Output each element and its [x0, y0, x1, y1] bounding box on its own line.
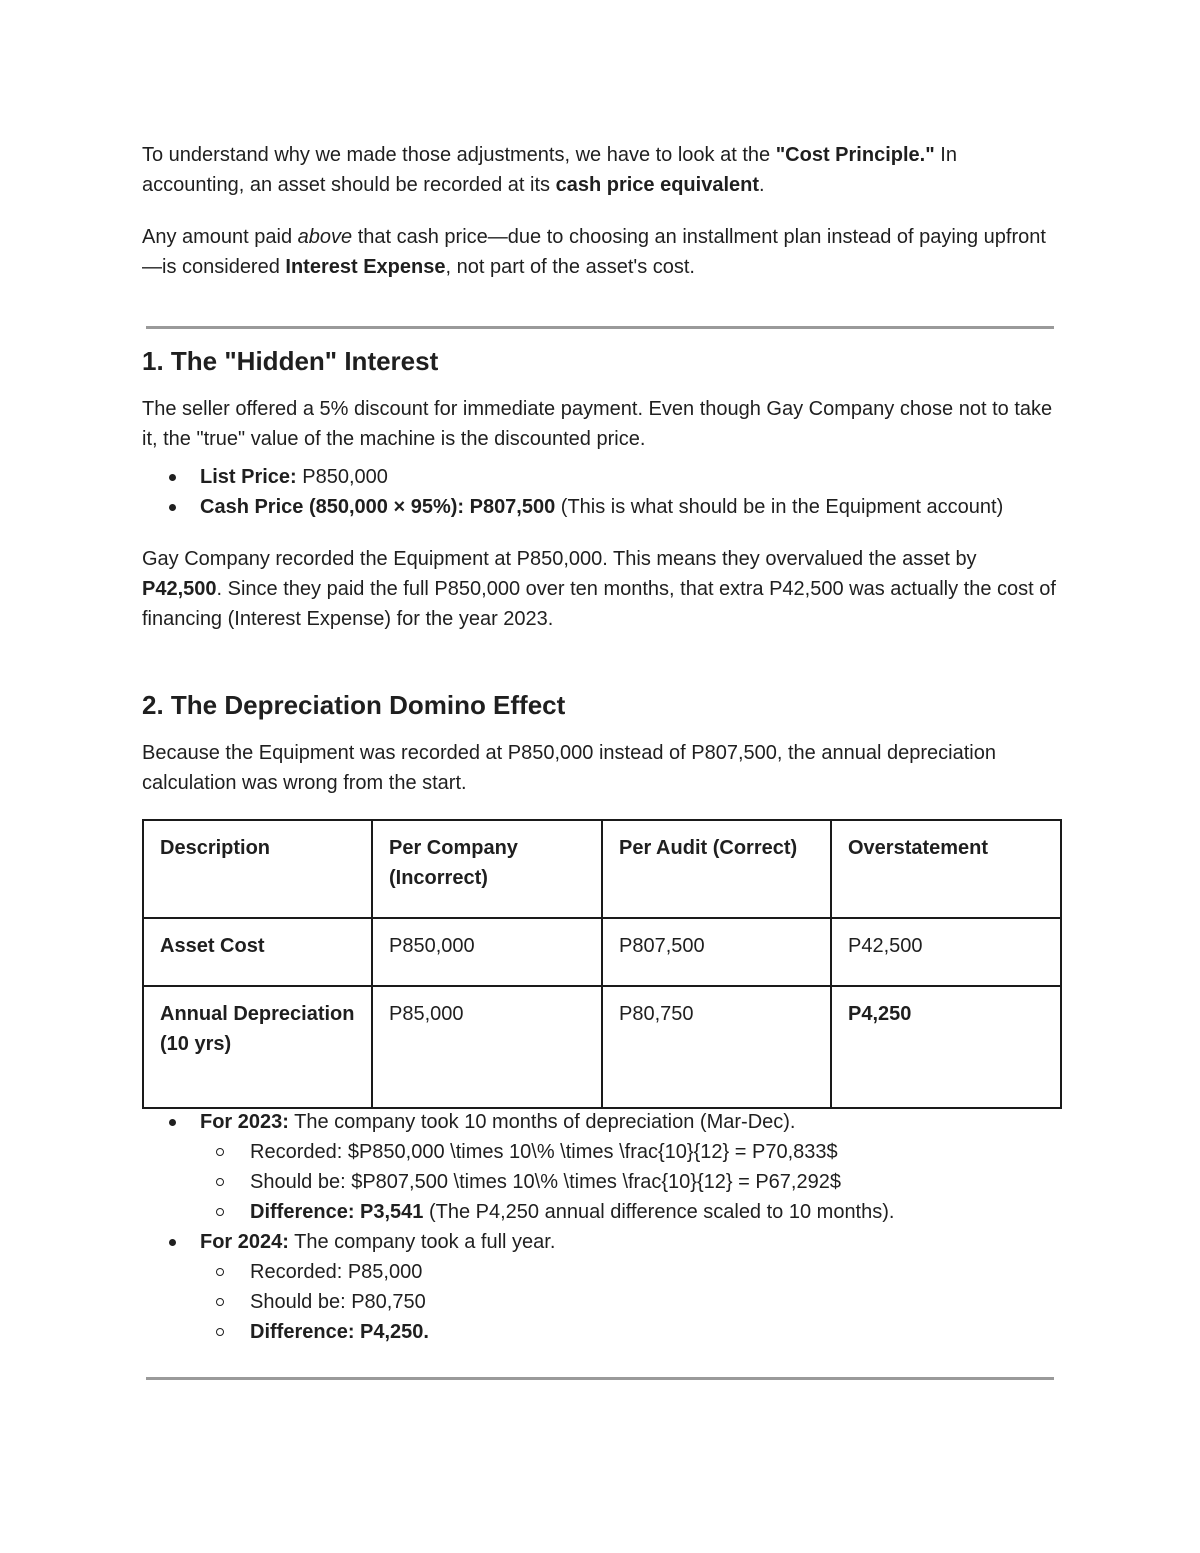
- sub-item: Should be: $P807,500 \times 10\% \times \frac{10}{12} = P67,292$: [142, 1167, 1060, 1197]
- list-item-2023: [142, 1107, 1060, 1137]
- text-run: that cash price—due to choosing an installment plan instead of paying upfront—is considered: [142, 226, 1046, 278]
- table-cell: [831, 986, 1061, 1108]
- sub-item: Recorded: $P850,000 \times 10\% \times \frac{10}{12} = P70,833$: [142, 1137, 1060, 1167]
- sublist-2023: [142, 1137, 1060, 1227]
- section-1-paragraph-2: [142, 544, 1060, 634]
- table-cell: P42,500: [831, 918, 1061, 986]
- depreciation-table-wrapper: [142, 819, 1062, 1109]
- table-header-cell: [602, 820, 831, 918]
- section-2-paragraph: Because the Equipment was recorded at P850,000 instead of P807,500, the annual depreciation calculation was wrong from the start.: [142, 742, 996, 794]
- row-label: Asset Cost: [160, 935, 265, 957]
- table-header-cell: [143, 820, 372, 918]
- header-text: Description: [160, 837, 271, 859]
- row-label: Annual Depreciation (10 yrs): [160, 1003, 355, 1055]
- table-cell: P807,500: [602, 918, 831, 986]
- year-text: The company took 10 months of depreciation (Mar-Dec).: [288, 1111, 796, 1133]
- text-run: Gay Company recorded the Equipment at P850,000. This means they overvalued the asset by: [142, 548, 977, 570]
- list-item-2024: [142, 1227, 1060, 1257]
- difference-note: .: [423, 1321, 429, 1343]
- interest-expense-term: Interest Expense: [285, 256, 446, 278]
- table-cell: [143, 986, 372, 1108]
- cash-price-note: (This is what should be in the Equipment account): [555, 496, 1004, 518]
- sublist-2024: [142, 1257, 1060, 1347]
- sub-item: [142, 1197, 1060, 1227]
- section-1-paragraph-1: The seller offered a 5% discount for immediate payment. Even though Gay Company chose not to take it, the "true" value of the machine is the discounted price.: [142, 398, 1053, 450]
- yearly-list: [142, 1107, 1060, 1137]
- table-header-cell: [831, 820, 1061, 918]
- cash-price-term: cash price equivalent: [555, 174, 760, 196]
- section-2-heading: 2. The Depreciation Domino Effect: [142, 690, 566, 720]
- text-run: . Since they paid the full P850,000 over ten months, that extra P42,500 was actually the cost of financing (Interest Expense) for the year 2023.: [142, 578, 1056, 630]
- text-run: In accounting, an asset should be recorded at its: [142, 144, 957, 196]
- sub-item: Should be: P80,750: [142, 1287, 1060, 1317]
- text-run: Any amount paid: [142, 226, 298, 248]
- yearly-list: [142, 1227, 1060, 1257]
- difference-label: Difference: P3,541: [250, 1201, 424, 1223]
- section-depreciation-effect: [142, 688, 1060, 798]
- table-header-cell: [372, 820, 602, 918]
- list-price-value: P850,000: [296, 466, 388, 488]
- text-run: .: [759, 174, 765, 196]
- year-text: The company took a full year.: [288, 1231, 556, 1253]
- sub-item: Recorded: P85,000: [142, 1257, 1060, 1287]
- cost-principle-term: "Cost Principle.": [775, 144, 935, 166]
- table-cell: P850,000: [372, 918, 602, 986]
- table-cell: P85,000: [372, 986, 602, 1108]
- price-list: [142, 462, 1060, 522]
- horizontal-divider: [146, 1377, 1054, 1380]
- text-run: , not part of the asset's cost.: [445, 256, 695, 278]
- section-hidden-interest: [142, 344, 1060, 634]
- cash-price-label: Cash Price (850,000 × 95%): P807,500: [200, 496, 556, 518]
- table-header-row: [143, 820, 1061, 918]
- text-run: To understand why we made those adjustments, we have to look at the: [142, 144, 776, 166]
- intro-paragraph-2: [142, 222, 1060, 282]
- list-item: [142, 492, 1060, 522]
- header-text: Overstatement: [848, 837, 989, 859]
- list-price-label: List Price:: [200, 466, 297, 488]
- depreciation-table: [142, 819, 1062, 1109]
- table-row: [143, 986, 1061, 1108]
- overstatement-value: P4,250: [848, 1003, 912, 1025]
- year-label: For 2024:: [200, 1231, 289, 1253]
- difference-label: Difference: P4,250: [250, 1321, 424, 1343]
- header-text: Per Company (Incorrect): [389, 837, 518, 889]
- year-label: For 2023:: [200, 1111, 289, 1133]
- section-1-heading: 1. The "Hidden" Interest: [142, 346, 439, 376]
- difference-note: (The P4,250 annual difference scaled to 10 months).: [423, 1201, 895, 1223]
- intro-paragraph-1: [142, 140, 1060, 200]
- intro-block: [142, 140, 1060, 282]
- yearly-breakdown: [142, 1107, 1060, 1347]
- horizontal-divider: [146, 326, 1054, 329]
- header-text: Per Audit (Correct): [619, 837, 798, 859]
- overvalue-amount: P42,500: [142, 578, 217, 600]
- table-cell: [143, 918, 372, 986]
- emphasis-above: above: [297, 226, 353, 248]
- table-cell: P80,750: [602, 986, 831, 1108]
- table-row: [143, 918, 1061, 986]
- sub-item: [142, 1317, 1060, 1347]
- list-item: [142, 462, 1060, 492]
